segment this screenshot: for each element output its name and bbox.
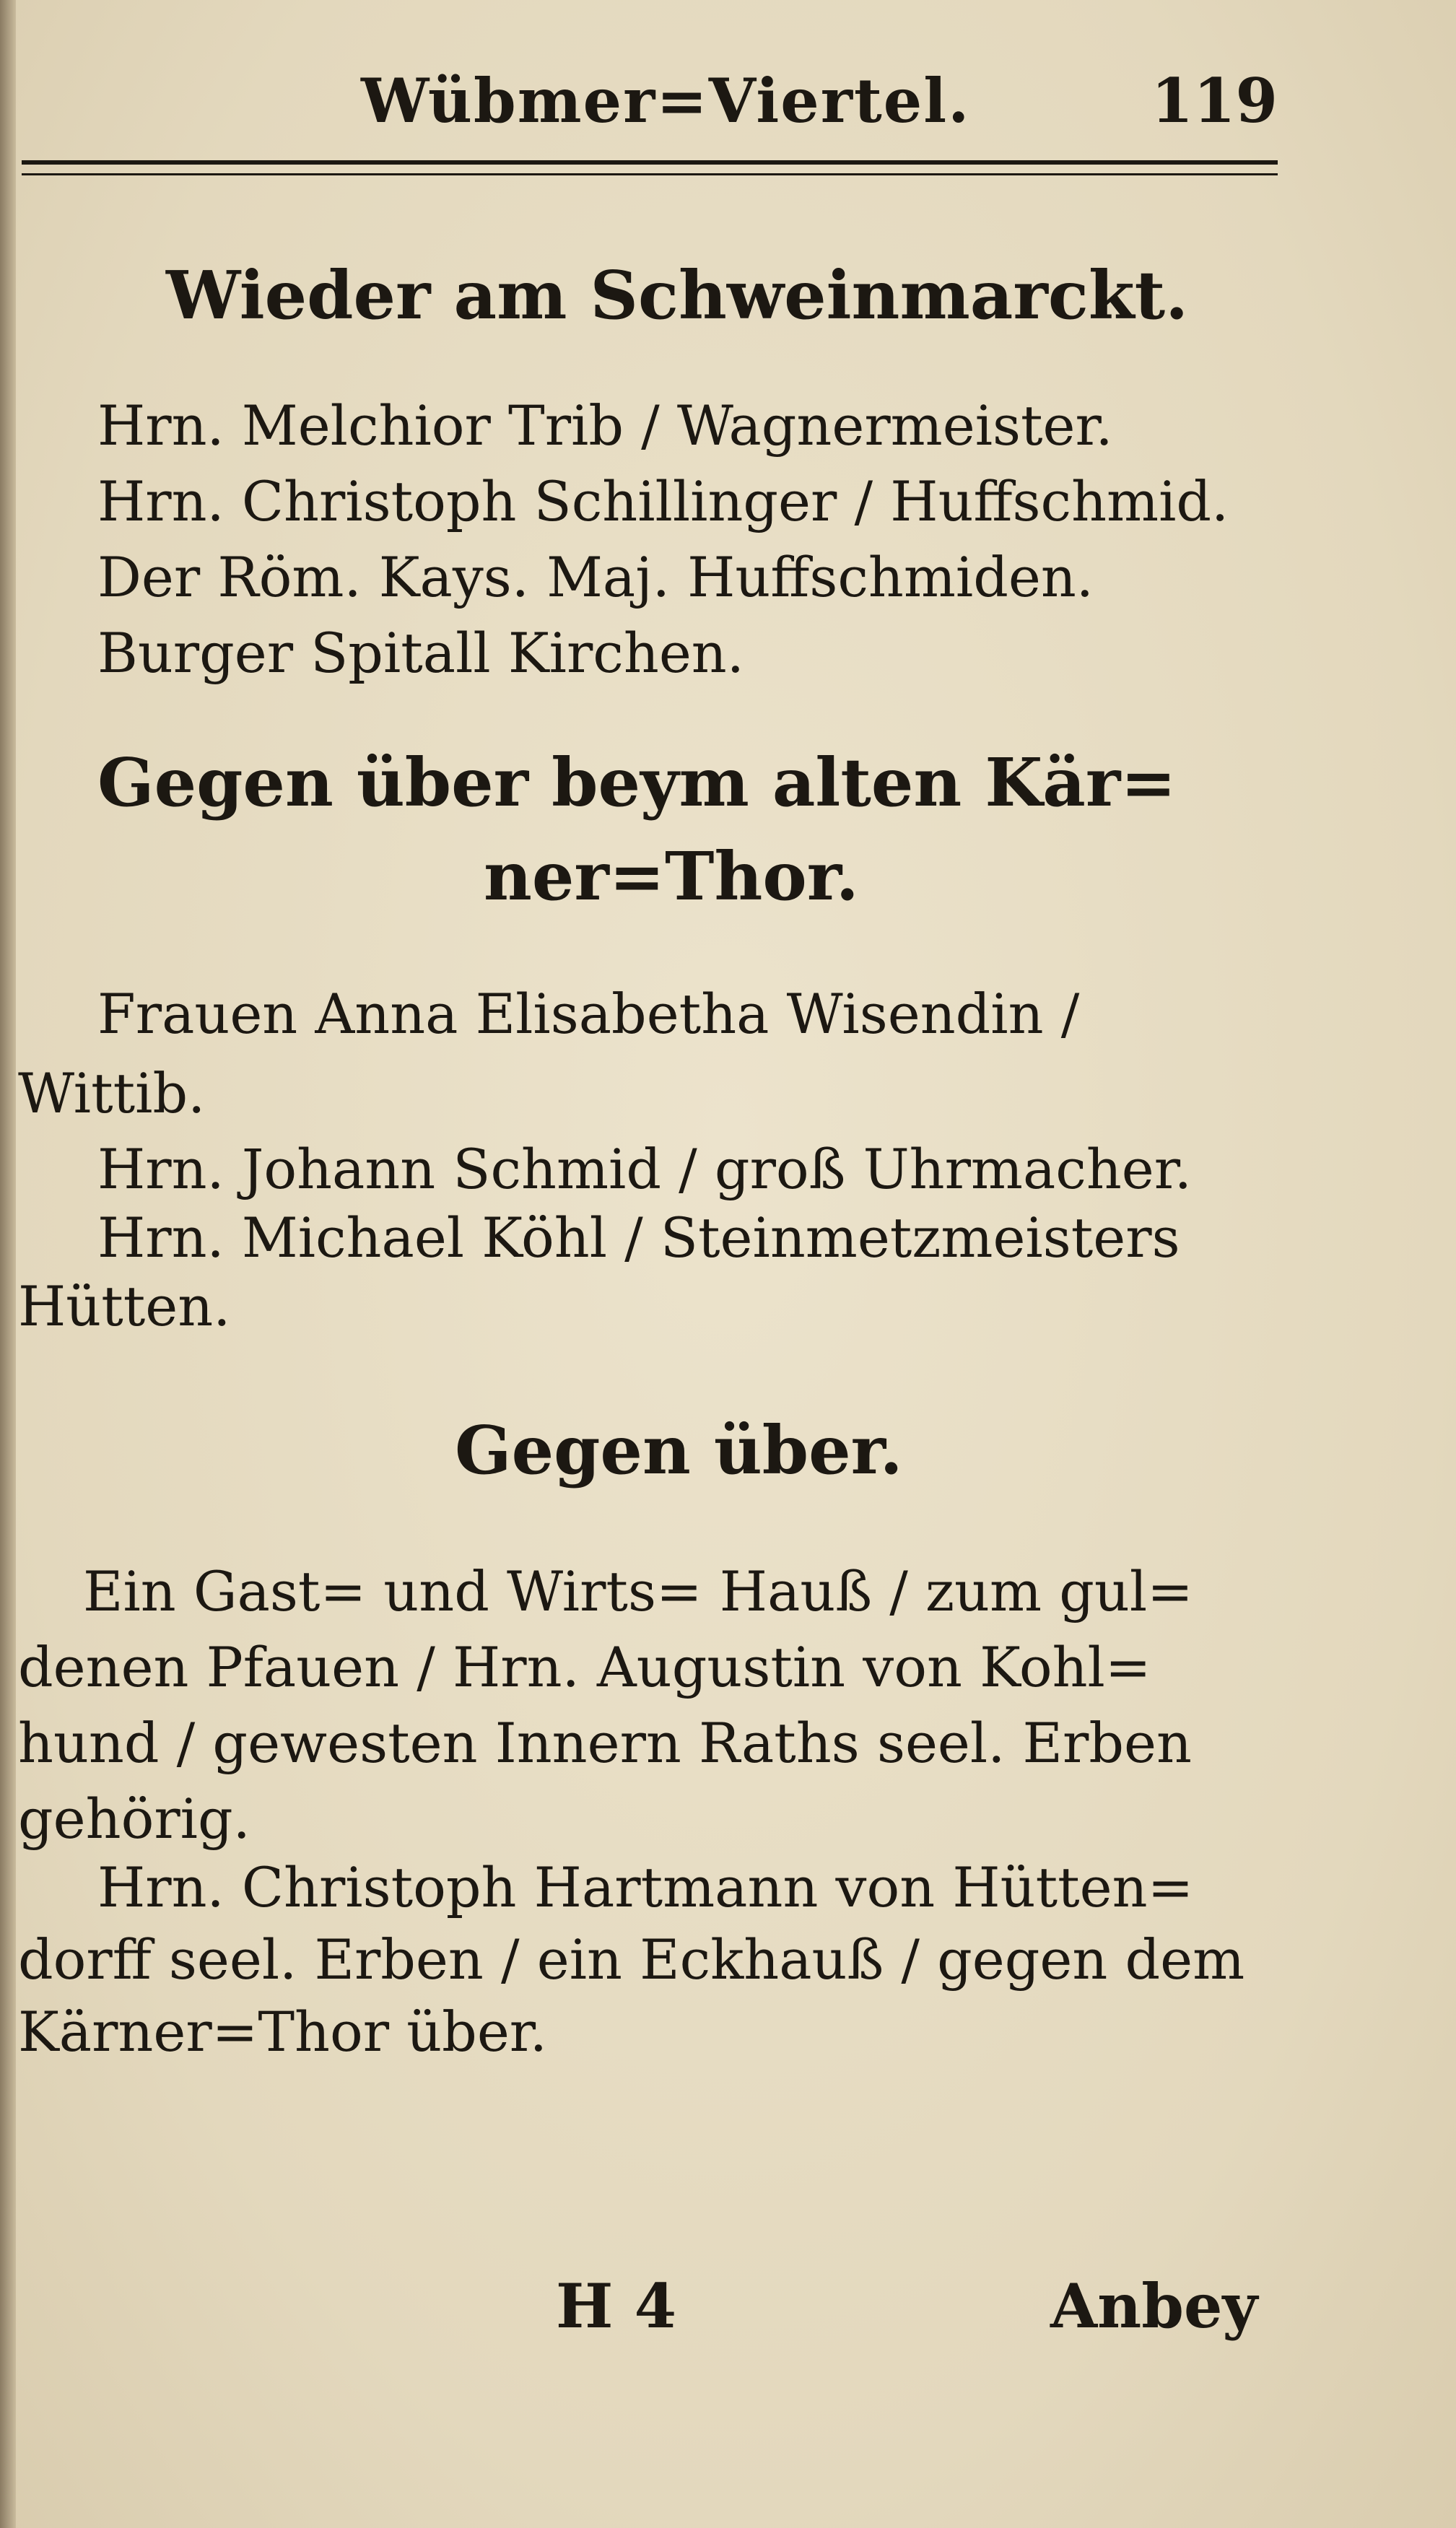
running-header <box>22 65 1278 144</box>
catchword: Anbey <box>1050 2270 1258 2342</box>
entry-line: gehörig. <box>18 1787 250 1851</box>
entry-line: Wittib. <box>18 1061 206 1125</box>
entry-line: hund / gewesten Innern Raths seel. Erben <box>18 1711 1192 1775</box>
entry-line: Burger Spitall Kirchen. <box>97 621 744 685</box>
section-heading: Wieder am Schweinmarckt. <box>166 256 1189 334</box>
section-heading: Gegen über beym alten Kär= <box>97 744 1177 821</box>
entry-line: Der Röm. Kays. Maj. Huffschmiden. <box>97 545 1094 609</box>
signature-mark: H 4 <box>556 2270 677 2342</box>
entry-line: Ein Gast= und Wirts= Hauß / zum gul= <box>83 1559 1193 1623</box>
entry-line: Hrn. Johann Schmid / groß Uhrmacher. <box>97 1137 1192 1201</box>
entry-line: Frauen Anna Elisabetha Wisendin / <box>97 982 1080 1046</box>
entry-line: dorff seel. Erben / ein Eckhauß / gegen dem <box>18 1927 1245 1992</box>
page-number: 119 <box>1151 65 1278 136</box>
entry-line: Hrn. Christoph Hartmann von Hütten= <box>97 1855 1194 1919</box>
section-heading: Gegen über. <box>455 1411 903 1489</box>
entry-line: Hrn. Melchior Trib / Wagnermeister. <box>97 393 1113 458</box>
entry-line: Hütten. <box>18 1274 231 1338</box>
section-heading-continuation: ner=Thor. <box>484 837 859 915</box>
entry-line: Hrn. Michael Köhl / Steinmetzmeisters <box>97 1206 1180 1270</box>
header-rule <box>22 160 1278 175</box>
entry-line: denen Pfauen / Hrn. Augustin von Kohl= <box>18 1635 1151 1699</box>
entry-line: Kärner=Thor über. <box>18 2000 547 2064</box>
running-title: Wübmer=Viertel. <box>361 65 971 136</box>
entry-line: Hrn. Christoph Schillinger / Huffschmid. <box>97 469 1229 533</box>
page-gutter-shadow <box>0 0 16 2528</box>
